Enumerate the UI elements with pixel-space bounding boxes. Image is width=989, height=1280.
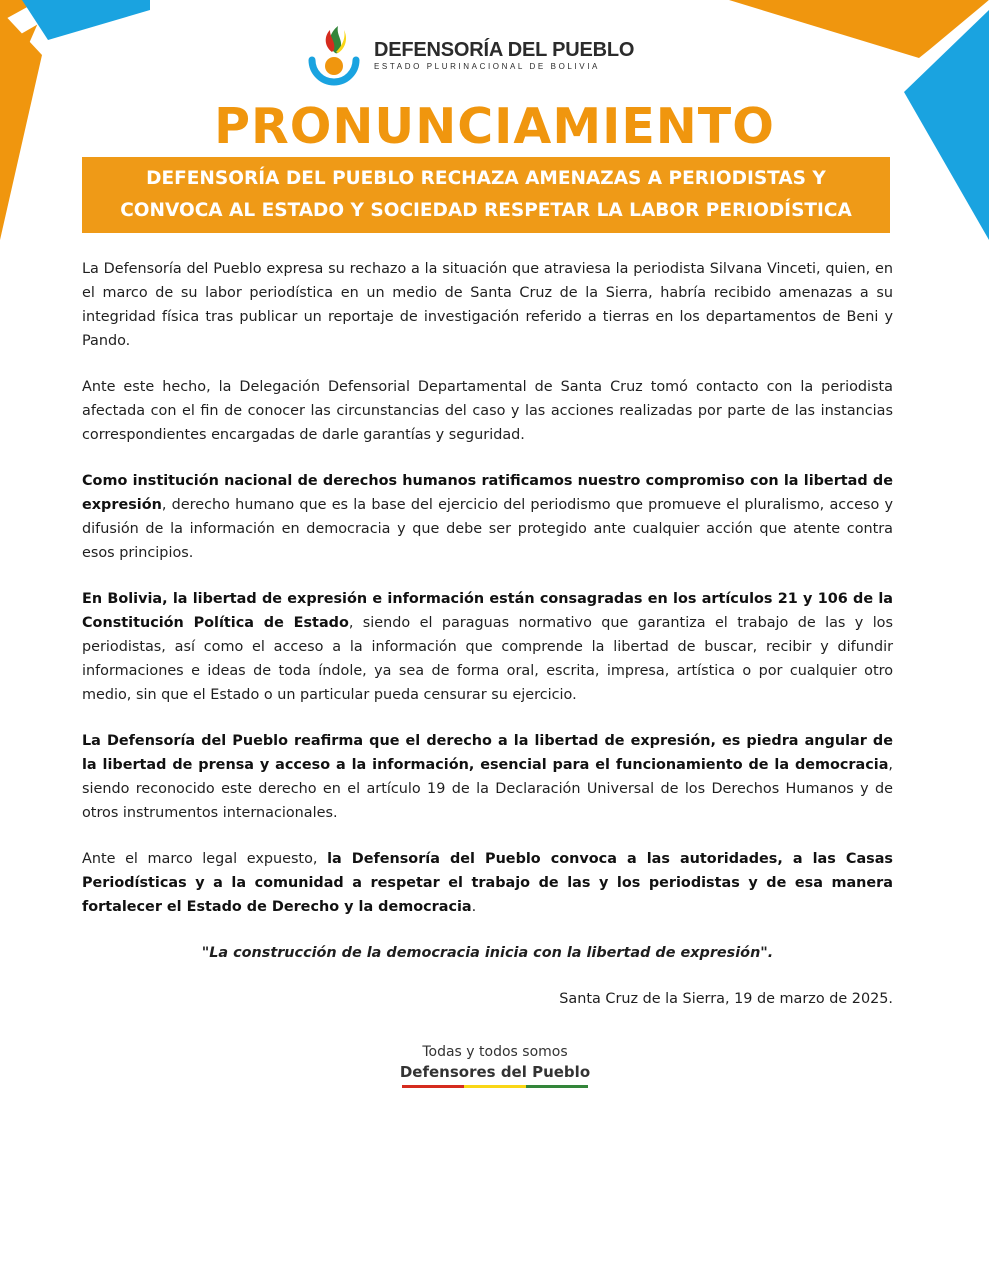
paragraph-4: [82, 587, 893, 707]
slogan-line-2: Defensores del Pueblo: [399, 1063, 591, 1081]
organization-logo: [300, 22, 634, 90]
flame-emblem-icon: [300, 22, 368, 90]
paragraph-6-end: .: [471, 899, 477, 915]
paragraph-2: Ante este hecho, la Delegación Defensorial Departamental de Santa Cruz tomó contacto con la periodista afectada con el fin de conocer las circunstancias del caso y las acciones realizadas por parte de las instancias correspondientes encargadas de darle garantías y seguridad.: [82, 379, 893, 443]
paragraph-5-emphasis: La Defensoría del Pueblo reafirma que el derecho a la libertad de expresión, es piedra angular de la libertad de prensa y acceso a la información, esencial para el funcionamiento de la democracia: [82, 733, 893, 773]
flag-stripe: [402, 1085, 588, 1088]
organization-subtitle: ESTADO PLURINACIONAL DE BOLIVIA: [374, 62, 600, 71]
paragraph-6: [82, 847, 893, 919]
headline-line-1: DEFENSORÍA DEL PUEBLO RECHAZA AMENAZAS A PERIODISTAS Y: [146, 168, 826, 189]
headline-line-2: CONVOCA AL ESTADO Y SOCIEDAD RESPETAR LA LABOR PERIODÍSTICA: [120, 200, 852, 221]
paragraph-3-emphasis: Como institución nacional de derechos humanos ratificamos nuestro compromiso con la libertad de expresión: [82, 473, 893, 513]
page-title: PRONUNCIAMIENTO: [214, 98, 775, 155]
paragraph-6-emphasis: la Defensoría del Pueblo convoca a las autoridades, a las Casas Periodísticas y a la comunidad a respetar el trabajo de las y los periodistas y de esa manera fortalecer el Estado de Derecho y la democracia: [82, 851, 893, 915]
paragraph-5-text: , siendo reconocido este derecho en el artículo 19 de la Declaración Universal de los Derechos Humanos y de otros instrumentos internacionales.: [82, 757, 893, 821]
organization-name: DEFENSORÍA DEL PUEBLO: [374, 39, 635, 61]
headline-banner: [82, 157, 890, 233]
paragraph-3-text: , derecho humano que es la base del ejercicio del periodismo que promueve el pluralismo, acceso y difusión de la información en democracia y que debe ser protegido ante cualquier acción que atente contra esos principios.: [82, 497, 893, 561]
paragraph-5: [82, 729, 893, 825]
closing-quote: "La construcción de la democracia inicia con la libertad de expresión".: [201, 945, 774, 961]
paragraph-4-emphasis: En Bolivia, la libertad de expresión e información están consagradas en los artículos 21 y 106 de la Constitución Política de Estado: [82, 591, 893, 631]
paragraph-1: La Defensoría del Pueblo expresa su rechazo a la situación que atraviesa la periodista Silvana Vinceti, quien, en el marco de su labor periodística en un medio de Santa Cruz de la Sierra, habría recibido amenazas a su integridad física tras publicar un reportaje de investigación referido a tierras en los departamentos de Beni y Pando.: [82, 261, 893, 349]
paragraph-3: [82, 469, 893, 565]
flag-stripe-green: [526, 1085, 588, 1088]
flag-stripe-red: [402, 1085, 464, 1088]
date-location: Santa Cruz de la Sierra, 19 de marzo de 2025.: [559, 991, 893, 1007]
paragraph-6-intro: Ante el marco legal expuesto,: [82, 851, 328, 867]
footer-slogan: [380, 1042, 610, 1088]
statement-body: [82, 257, 893, 1011]
paragraph-4-text: , siendo el paraguas normativo que garantiza el trabajo de las y los periodistas, así como el acceso a la información que comprende la libertad de buscar, recibir y difundir informaciones e ideas de toda índole, ya sea de forma oral, escrita, impresa, artística o por cualquier otro medio, sin que el Estado o un particular pueda censurar su ejercicio.: [82, 615, 893, 703]
flag-stripe-yellow: [464, 1085, 526, 1088]
page-header: [0, 18, 989, 108]
slogan-line-1: Todas y todos somos: [422, 1044, 568, 1060]
